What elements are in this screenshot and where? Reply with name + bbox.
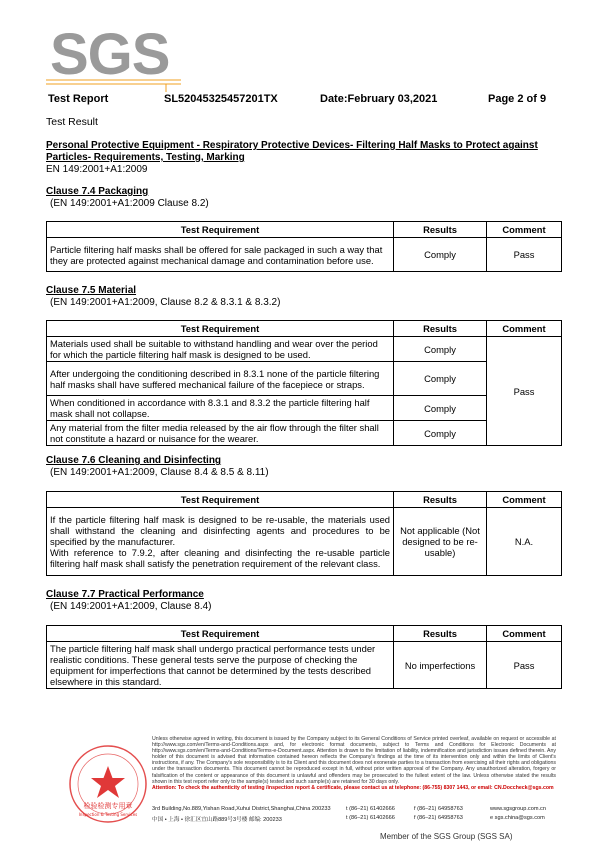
clause-ref: (EN 149:2001+A1:2009 Clause 8.2) [50,198,209,209]
col-header-requirement: Test Requirement [47,321,394,337]
stamp-text: 检验检测专用章 [83,802,133,810]
comment-cell: Pass [487,337,562,446]
requirement-cell: Particle filtering half masks shall be offered for sale packaged in such a way that they are protected against mechanical damage and contamination before use. [47,238,394,272]
sgs-logo [46,22,170,87]
address-cn: 中国 • 上海 • 徐汇区宜山路889号3号楼 邮编: 200233 [152,817,282,823]
requirement-paragraph-2: With reference to 7.9.2, after cleaning and disinfecting the re-usable particle filtering half mask shall satisfy the penetration requirement of the relevant class. [50,547,390,569]
col-header-comment: Comment [487,626,562,642]
stamp-subtext: Inspection & Testing Services [78,812,138,817]
inspection-stamp [48,738,152,824]
report-number: SL52045325457201TX [164,93,278,105]
fax-1: f (86–21) 64958763 [414,806,463,812]
requirement-cell: After undergoing the conditioning described in 8.3.1 none of the particle filtering half masks shall have suffered mechanical failure of the facepiece or straps. [47,362,394,396]
col-header-comment: Comment [487,492,562,508]
result-cell: No imperfections [394,642,487,689]
clause-ref: (EN 149:2001+A1:2009, Clause 8.4 & 8.5 & 8.11) [50,467,269,478]
requirement-cell: When conditioned in accordance with 8.3.1 and 8.3.2 the particle filtering half mask shall not collapse. [47,396,394,421]
requirement-paragraph-1: If the particle filtering half mask is designed to be re-usable, the materials used shall withstand the cleaning and disinfecting agents and procedures to be specified by the manufacturer. [50,514,390,547]
report-label: Test Report [48,93,109,105]
footer-disclaimer [152,736,556,791]
col-header-results: Results [394,492,487,508]
website: www.sgsgroup.com.cn [490,806,546,812]
requirement-cell: The particle filtering half mask shall undergo practical performance tests under realistic conditions. These general tests serve the purpose of checking the equipment for imperfections that cannot be determined by the tests described elsewhere in this standard. [47,642,394,689]
table-row [47,642,562,689]
col-header-results: Results [394,222,487,238]
requirement-cell: Materials used shall be suitable to withstand handling and wear over the period for which the particle filtering half mask is designed to be used. [47,337,394,362]
clause-ref: (EN 149:2001+A1:2009, Clause 8.4) [50,601,212,612]
standard-ref: EN 149:2001+A1:2009 [46,164,148,175]
clause-title: Clause 7.4 Packaging [46,186,149,197]
telephone-1: t (86–21) 61402666 [346,806,395,812]
clause-title: Clause 7.6 Cleaning and Disinfecting [46,455,222,466]
report-date: Date:February 03,2021 [320,93,438,105]
result-cell: Comply [394,337,487,362]
telephone-2: t (86–21) 61402666 [346,815,395,821]
clause-7-6-table [46,491,562,576]
result-cell: Comply [394,362,487,396]
clause-ref: (EN 149:2001+A1:2009, Clause 8.2 & 8.3.1 & 8.3.2) [50,297,281,308]
title-line-1: Personal Protective Equipment - Respiratory Protective Devices- Filtering Half Masks to Protect against [46,140,538,151]
result-cell: Comply [394,421,487,446]
clause-7-4-table [46,221,562,272]
disclaimer-text: Unless otherwise agreed in writing, this document is issued by the Company subject to its General Conditions of Service printed overleaf, available on request or accessible at http://www.sgs.com/en/Terms-and-Conditions.aspx and, for electronic format documents, subject to Terms and Conditions for Electronic Documents at http://www.sgs.com/en/Terms-and-Conditions/Terms-e-Document.aspx. Attention is drawn to the limitation of liability, indemnification and jurisdiction issues defined therein. Any holder of this document is advised that information contained hereon reflects the Company's findings at the time of its intervention only and within the limits of Client's instructions, if any. The Company's sole responsibility is to its Client and this document does not exonerate parties to a transaction from exercising all their rights and obligations under the transaction documents. This document cannot be reproduced except in full, without prior written approval of the Company. Any unauthorized alteration, forgery or falsification of the content or appearance of this document is unlawful and offenders may be prosecuted to the fullest extent of the law. Unless otherwise stated the results shown in this test report refer only to the sample(s) tested and such sample(s) are retained for 30 days only. [152,736,556,785]
col-header-comment: Comment [487,222,562,238]
member-text: Member of the SGS Group (SGS SA) [380,832,513,841]
table-row [47,421,562,446]
table-row [47,508,562,576]
col-header-requirement: Test Requirement [47,492,394,508]
requirement-cell [47,508,394,576]
test-result-label: Test Result [46,116,98,128]
col-header-requirement: Test Requirement [47,626,394,642]
address-en: 3rd Building,No.889,Yishan Road,Xuhui District,Shanghai,China 200233 [152,806,331,812]
col-header-results: Results [394,626,487,642]
clause-title: Clause 7.7 Practical Performance [46,589,204,600]
result-cell: Not applicable (Not designed to be re-usable) [394,508,487,576]
title-line-2: Particles- Requirements, Testing, Marking [46,152,245,163]
table-row [47,362,562,396]
col-header-comment: Comment [487,321,562,337]
table-row [47,337,562,362]
table-row [47,396,562,421]
clause-7-5-table [46,320,562,446]
attention-text: Attention: To check the authenticity of testing /inspection report & certificate, please contact us at telephone: (86-755) 8307 1443, or email: CN.Doccheck@sgs.com [152,784,554,791]
clause-title: Clause 7.5 Material [46,285,137,296]
clause-7-7-table [46,625,562,689]
comment-cell: Pass [487,642,562,689]
result-cell: Comply [394,238,487,272]
logo-text: SGS [50,22,170,87]
requirement-cell: Any material from the filter media released by the air flow through the filter shall not constitute a hazard or nuisance for the wearer. [47,421,394,446]
result-cell: Comply [394,396,487,421]
document-title [46,140,566,164]
fax-2: f (86–21) 64958763 [414,815,463,821]
page-number: Page 2 of 9 [488,93,547,105]
comment-cell: Pass [487,238,562,272]
table-row [47,238,562,272]
col-header-results: Results [394,321,487,337]
comment-cell: N.A. [487,508,562,576]
email: e sgs.china@sgs.com [490,815,545,821]
col-header-requirement: Test Requirement [47,222,394,238]
